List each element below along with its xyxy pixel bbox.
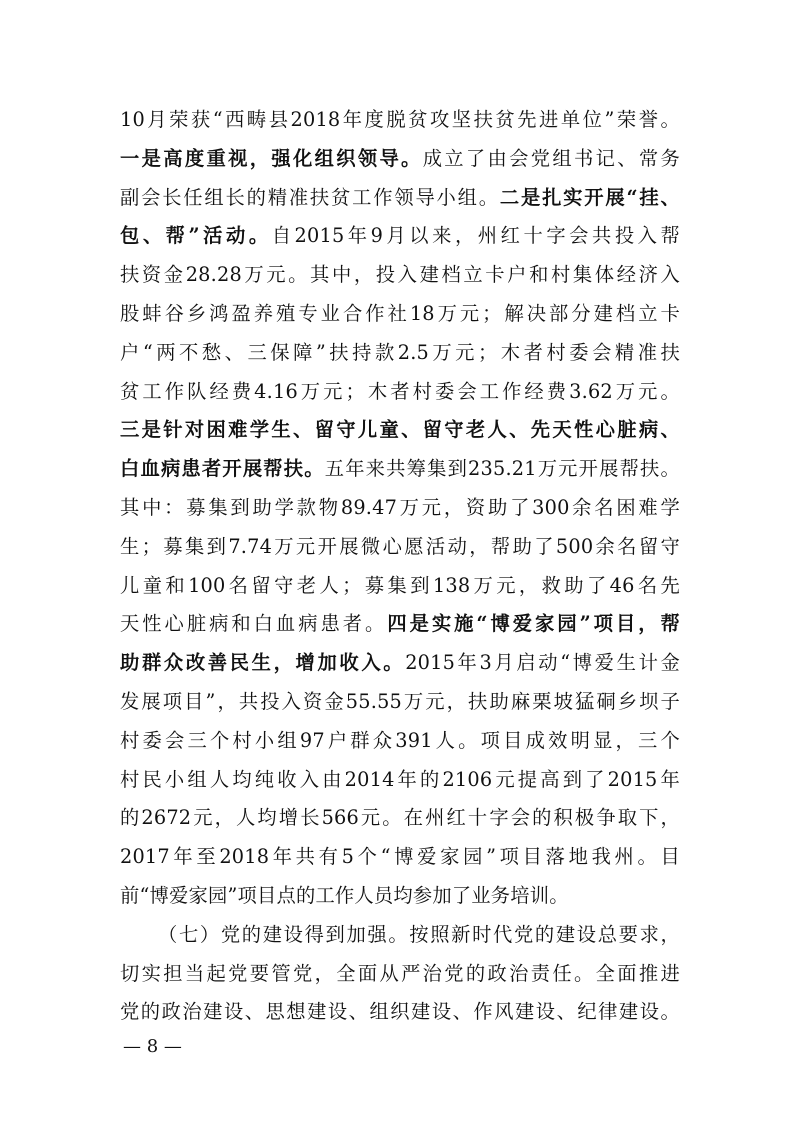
text-line-8: 贫工作队经费4.16万元；木者村委会工作经费3.62万元。 bbox=[120, 379, 680, 403]
text-line-18: 村民小组人均纯收入由2014年的2106元提高到了2015年 bbox=[120, 767, 680, 791]
text-line-16: 发展项目”，共投入资金55.55万元，扶助麻栗坡猛硐乡坝子 bbox=[120, 689, 680, 713]
text-line-2: 一是高度重视，强化组织领导。成立了由会党组书记、常务 bbox=[120, 146, 680, 170]
text-line-4: 包、帮”活动。自2015年9月以来，州红十字会共投入帮 bbox=[120, 224, 680, 248]
text-line-14: 天性心脏病和白血病患者。四是实施“博爱家园”项目，帮 bbox=[120, 612, 680, 636]
text-line-21: 前“博爱家园”项目点的工作人员均参加了业务培训。 bbox=[120, 883, 569, 907]
page-number: — 8 — bbox=[123, 1036, 182, 1057]
text-line-10: 白血病患者开展帮扶。五年来共筹集到235.21万元开展帮扶。 bbox=[120, 457, 681, 481]
text-line-1: 10月荣获“西畴县2018年度脱贫攻坚扶贫先进单位”荣誉。 bbox=[120, 108, 680, 131]
text-line-9: 三是针对困难学生、留守儿童、留守老人、先天性心脏病、 bbox=[120, 418, 680, 442]
text-line-3: 副会长任组长的精准扶贫工作领导小组。二是扎实开展“挂、 bbox=[120, 185, 680, 209]
text-line-7: 户“两不愁、三保障”扶持款2.5万元；木者村委会精准扶 bbox=[120, 340, 680, 364]
text-line-13: 儿童和100名留守老人；募集到138万元，救助了46名先 bbox=[120, 573, 680, 597]
text-line-12: 生；募集到7.74万元开展微心愿活动，帮助了500余名留守 bbox=[120, 534, 680, 558]
text-line-5: 扶资金28.28万元。其中，投入建档立卡户和村集体经济入 bbox=[120, 263, 680, 287]
text-line-15: 助群众改善民生，增加收入。2015年3月启动“博爱生计金 bbox=[120, 651, 680, 675]
text-line-20: 2017年至2018年共有5个“博爱家园”项目落地我州。目 bbox=[120, 845, 680, 869]
text-line-6: 股蚌谷乡鸿盈养殖专业合作社18万元；解决部分建档立卡 bbox=[120, 301, 680, 325]
text-line-11: 其中：募集到助学款物89.47万元，资助了300余名困难学 bbox=[120, 495, 680, 519]
text-line-22: （七）党的建设得到加强。按照新时代党的建设总要求， bbox=[158, 922, 680, 946]
text-line-24: 党的政治建设、思想建设、组织建设、作风建设、纪律建设。 bbox=[120, 1000, 680, 1024]
text-line-23: 切实担当起党要管党，全面从严治党的政治责任。全面推进 bbox=[120, 961, 680, 985]
text-line-19: 的2672元，人均增长566元。在州红十字会的积极争取下， bbox=[120, 806, 680, 830]
body-text bbox=[120, 101, 680, 1032]
text-line-17: 村委会三个村小组97户群众391人。项目成效明显，三个 bbox=[120, 728, 680, 752]
